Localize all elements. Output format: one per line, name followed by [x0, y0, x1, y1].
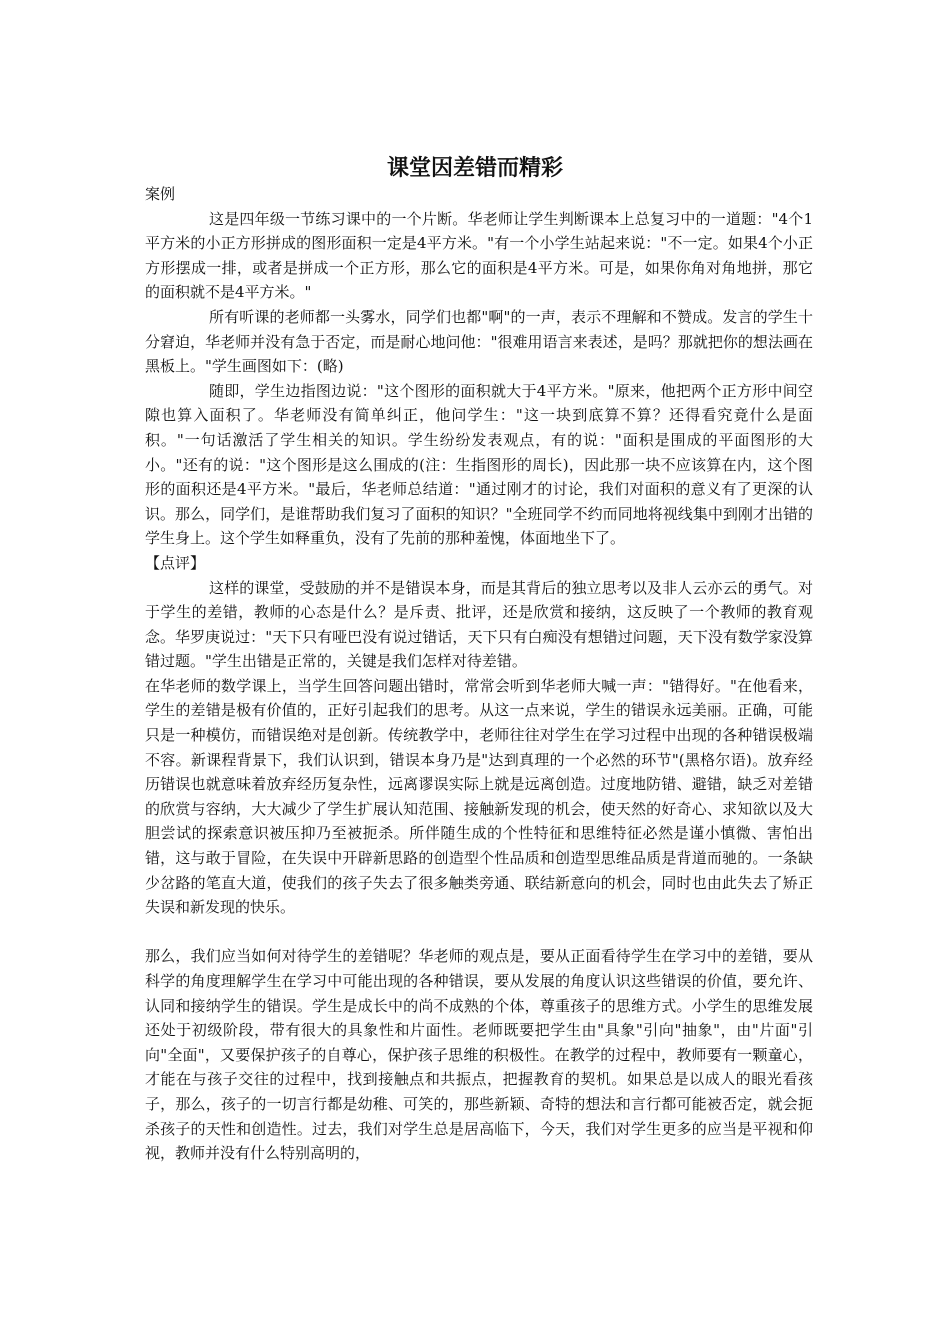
- paragraph-spacer: [145, 920, 813, 945]
- section-heading-case: 案例: [145, 185, 176, 203]
- case-paragraph-2: 所有听课的老师都一头雾水，同学们也都"啊"的一声，表示不理解和不赞成。发言的学生十分窘迫，华老师并没有急于否定，而是耐心地问他："很难用语言来表述，是吗？那就把你的想法画在黑板上。"学生画图如下：(略): [145, 307, 813, 376]
- comment-paragraph-3: 那么，我们应当如何对待学生的差错呢？华老师的观点是，要从正面看待学生在学习中的差错，要从科学的角度理解学生在学习中可能出现的各种错误，要从发展的角度认识这些错误的价值，要允许、认同和接纳学生的错误。学生是成长中的尚不成熟的个体，尊重孩子的思维方式。小学生的思维发展还处于初级阶段，带有很大的具象性和片面性。老师既要把学生由"具象"引向"抽象"，由"片面"引向"全面"，又要保护孩子的自尊心，保护孩子思维的积极性。在教学的过程中，教师要有一颗童心，才能在与孩子交往的过程中，找到接触点和共振点，把握教育的契机。如果总是以成人的眼光看孩子，那么，孩子的一切言行都是幼稚、可笑的，那些新颖、奇特的想法和言行都可能被否定，就会扼杀孩子的天性和创造性。过去，我们对学生总是居高临下，今天，我们对学生更多的应当是平视和仰视，教师并没有什么特别高明的，: [145, 947, 813, 1163]
- section-heading-comment: 【点评】: [145, 553, 206, 572]
- case-paragraph-3: 随即，学生边指图边说："这个图形的面积就大于4平方米。"原来，他把两个正方形中间空隙也算入面积了。华老师没有简单纠正，他问学生："这一块到底算不算？还得看究竟什么是面积。"一句话激活了学生相关的知识。学生纷纷发表观点，有的说："面积是围成的平面图形的大小。"还有的说："这个图形是这么围成的(注：生指图形的周长)，因此那一块不应该算在内，这个图形的面积还是4平方米。"最后，华老师总结道："通过刚才的讨论，我们对面积的意义有了更深的认识。那么，同学们，是谁帮助我们复习了面积的知识？"全班同学不约而同地将视线集中到刚才出错的学生身上。这个学生如释重负，没有了先前的那种羞愧，体面地坐下了。: [145, 381, 813, 548]
- comment-paragraph-1: 这样的课堂，受鼓励的并不是错误本身，而是其背后的独立思考以及非人云亦云的勇气。对于学生的差错，教师的心态是什么？是斥责、批评，还是欣赏和接纳，这反映了一个教师的教育观念。华罗庚说过："天下只有哑巴没有说过错话，天下只有白痴没有想错过问题，天下没有数学家没算错过题。"学生出错是正常的，关键是我们怎样对待差错。: [145, 578, 813, 671]
- case-paragraph-1: 这是四年级一节练习课中的一个片断。华老师让学生判断课本上总复习中的一道题："4个1平方米的小正方形拼成的图形面积一定是4平方米。"有一个小学生站起来说："不一定。如果4个小正方形摆成一排，或者是拼成一个正方形，那么它的面积是4平方米。可是，如果你角对角地拼，那它的面积就不是4平方米。": [145, 209, 813, 302]
- page-title: 课堂因差错而精彩: [386, 156, 563, 181]
- comment-paragraph-2: 在华老师的数学课上，当学生回答问题出错时，常常会听到华老师大喊一声："错得好。"在他看来，学生的差错是极有价值的，正好引起我们的思考。从这一点来说，学生的错误永远美丽。正确，可能只是一种模仿，而错误绝对是创新。传统教学中，老师往往对学生在学习过程中出现的各种错误极端不容。新课程背景下，我们认识到，错误本身乃是"达到真理的一个必然的环节"(黑格尔语)。放弃经历错误也就意味着放弃经历复杂性，远离谬误实际上就是远离创造。过度地防错、避错，缺乏对差错的欣赏与容纳，大大减少了学生扩展认知范围、接触新发现的机会，使天然的好奇心、求知欲以及大胆尝试的探索意识被压抑乃至被扼杀。所伴随生成的个性特征和思维特征必然是谨小慎微、害怕出错，这与敢于冒险，在失误中开辟新思路的创造型个性品质和创造型思维品质是背道而驰的。一条缺少岔路的笔直大道，使我们的孩子失去了很多触类旁通、联结新意向的机会，同时也由此失去了矫正失误和新发现的快乐。: [145, 676, 813, 917]
- document-body: [145, 182, 813, 1166]
